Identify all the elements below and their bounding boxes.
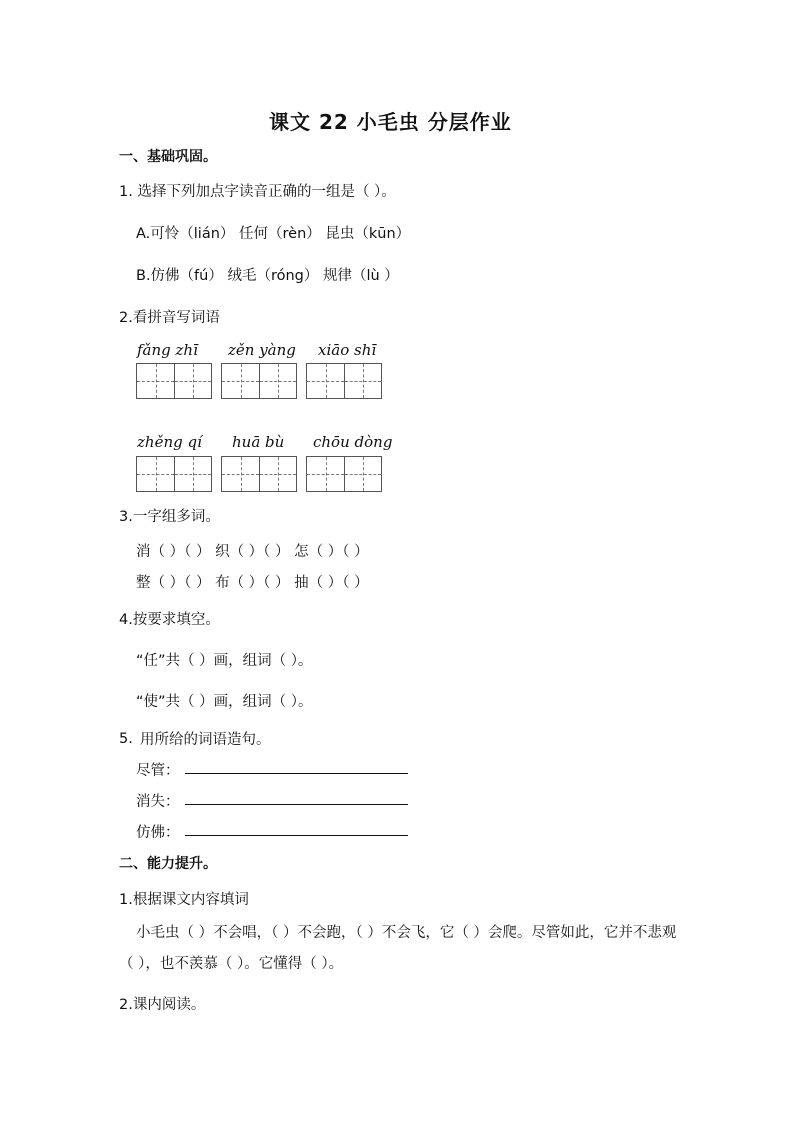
q5-number: 5. (119, 731, 133, 747)
q1-option-b: B.仿佛（fú） 绒毛（róng） 规律（lù ） (136, 268, 399, 284)
answer-line[interactable] (185, 835, 408, 836)
q1-option-a: A.可怜（lián） 任何（rèn） 昆虫（kūn） (136, 226, 411, 242)
writing-grid[interactable] (221, 363, 297, 399)
pinyin-label: chōu dòng (313, 433, 393, 451)
writing-grid[interactable] (136, 456, 212, 492)
writing-grid[interactable] (136, 363, 212, 399)
q3-stem: 3.一字组多词。 (119, 509, 220, 525)
q5-word-label: 仿佛： (136, 825, 180, 841)
pinyin-label: fǎng zhī (137, 341, 198, 359)
q2-stem: 2.看拼音写词语 (119, 310, 220, 326)
section-heading-advanced: 二、能力提升。 (119, 856, 217, 872)
page-title: 课文 22 小毛虫 分层作业 (269, 110, 512, 134)
q3-row-1: 消（ ）（ ） 织（ ）（ ） 怎（ ）（ ） (136, 544, 369, 560)
q4-stem: 4.按要求填空。 (119, 612, 220, 628)
p1-stem: 1.根据课文内容填词 (119, 892, 249, 908)
q5-stem: 用所给的词语造句。 (140, 732, 271, 748)
pinyin-label: zěn yàng (228, 341, 296, 359)
q5-word-label: 尽管： (136, 763, 180, 779)
q1-stem: 1. 选择下列加点字读音正确的一组是（ ）。 (119, 184, 396, 200)
section-heading-basic: 一、基础巩固。 (119, 149, 217, 165)
p1-fill-paragraph: 小毛虫（ ）不会唱，（ ）不会跑，（ ）不会飞，它（ ）会爬。尽管如此，它并不悲观（ ），也不羡慕（ ）。它懂得（ ）。 (119, 925, 677, 972)
writing-grid[interactable] (306, 456, 382, 492)
q4-item-b: “使”共（ ）画，组词（ ）。 (136, 694, 313, 710)
q4-item-a: “任”共（ ）画，组词（ ）。 (136, 653, 313, 669)
pinyin-label: xiāo shī (318, 341, 377, 359)
q5-word-label: 消失： (136, 794, 180, 810)
writing-grid[interactable] (306, 363, 382, 399)
writing-grid[interactable] (221, 456, 297, 492)
q3-row-2: 整（ ）（ ） 布（ ）（ ） 抽（ ）（ ） (136, 575, 369, 591)
answer-line[interactable] (185, 804, 408, 805)
answer-line[interactable] (185, 773, 408, 774)
p2-stem: 2.课内阅读。 (119, 997, 206, 1013)
pinyin-label: huā bù (232, 433, 285, 451)
pinyin-label: zhěng qí (137, 433, 202, 451)
